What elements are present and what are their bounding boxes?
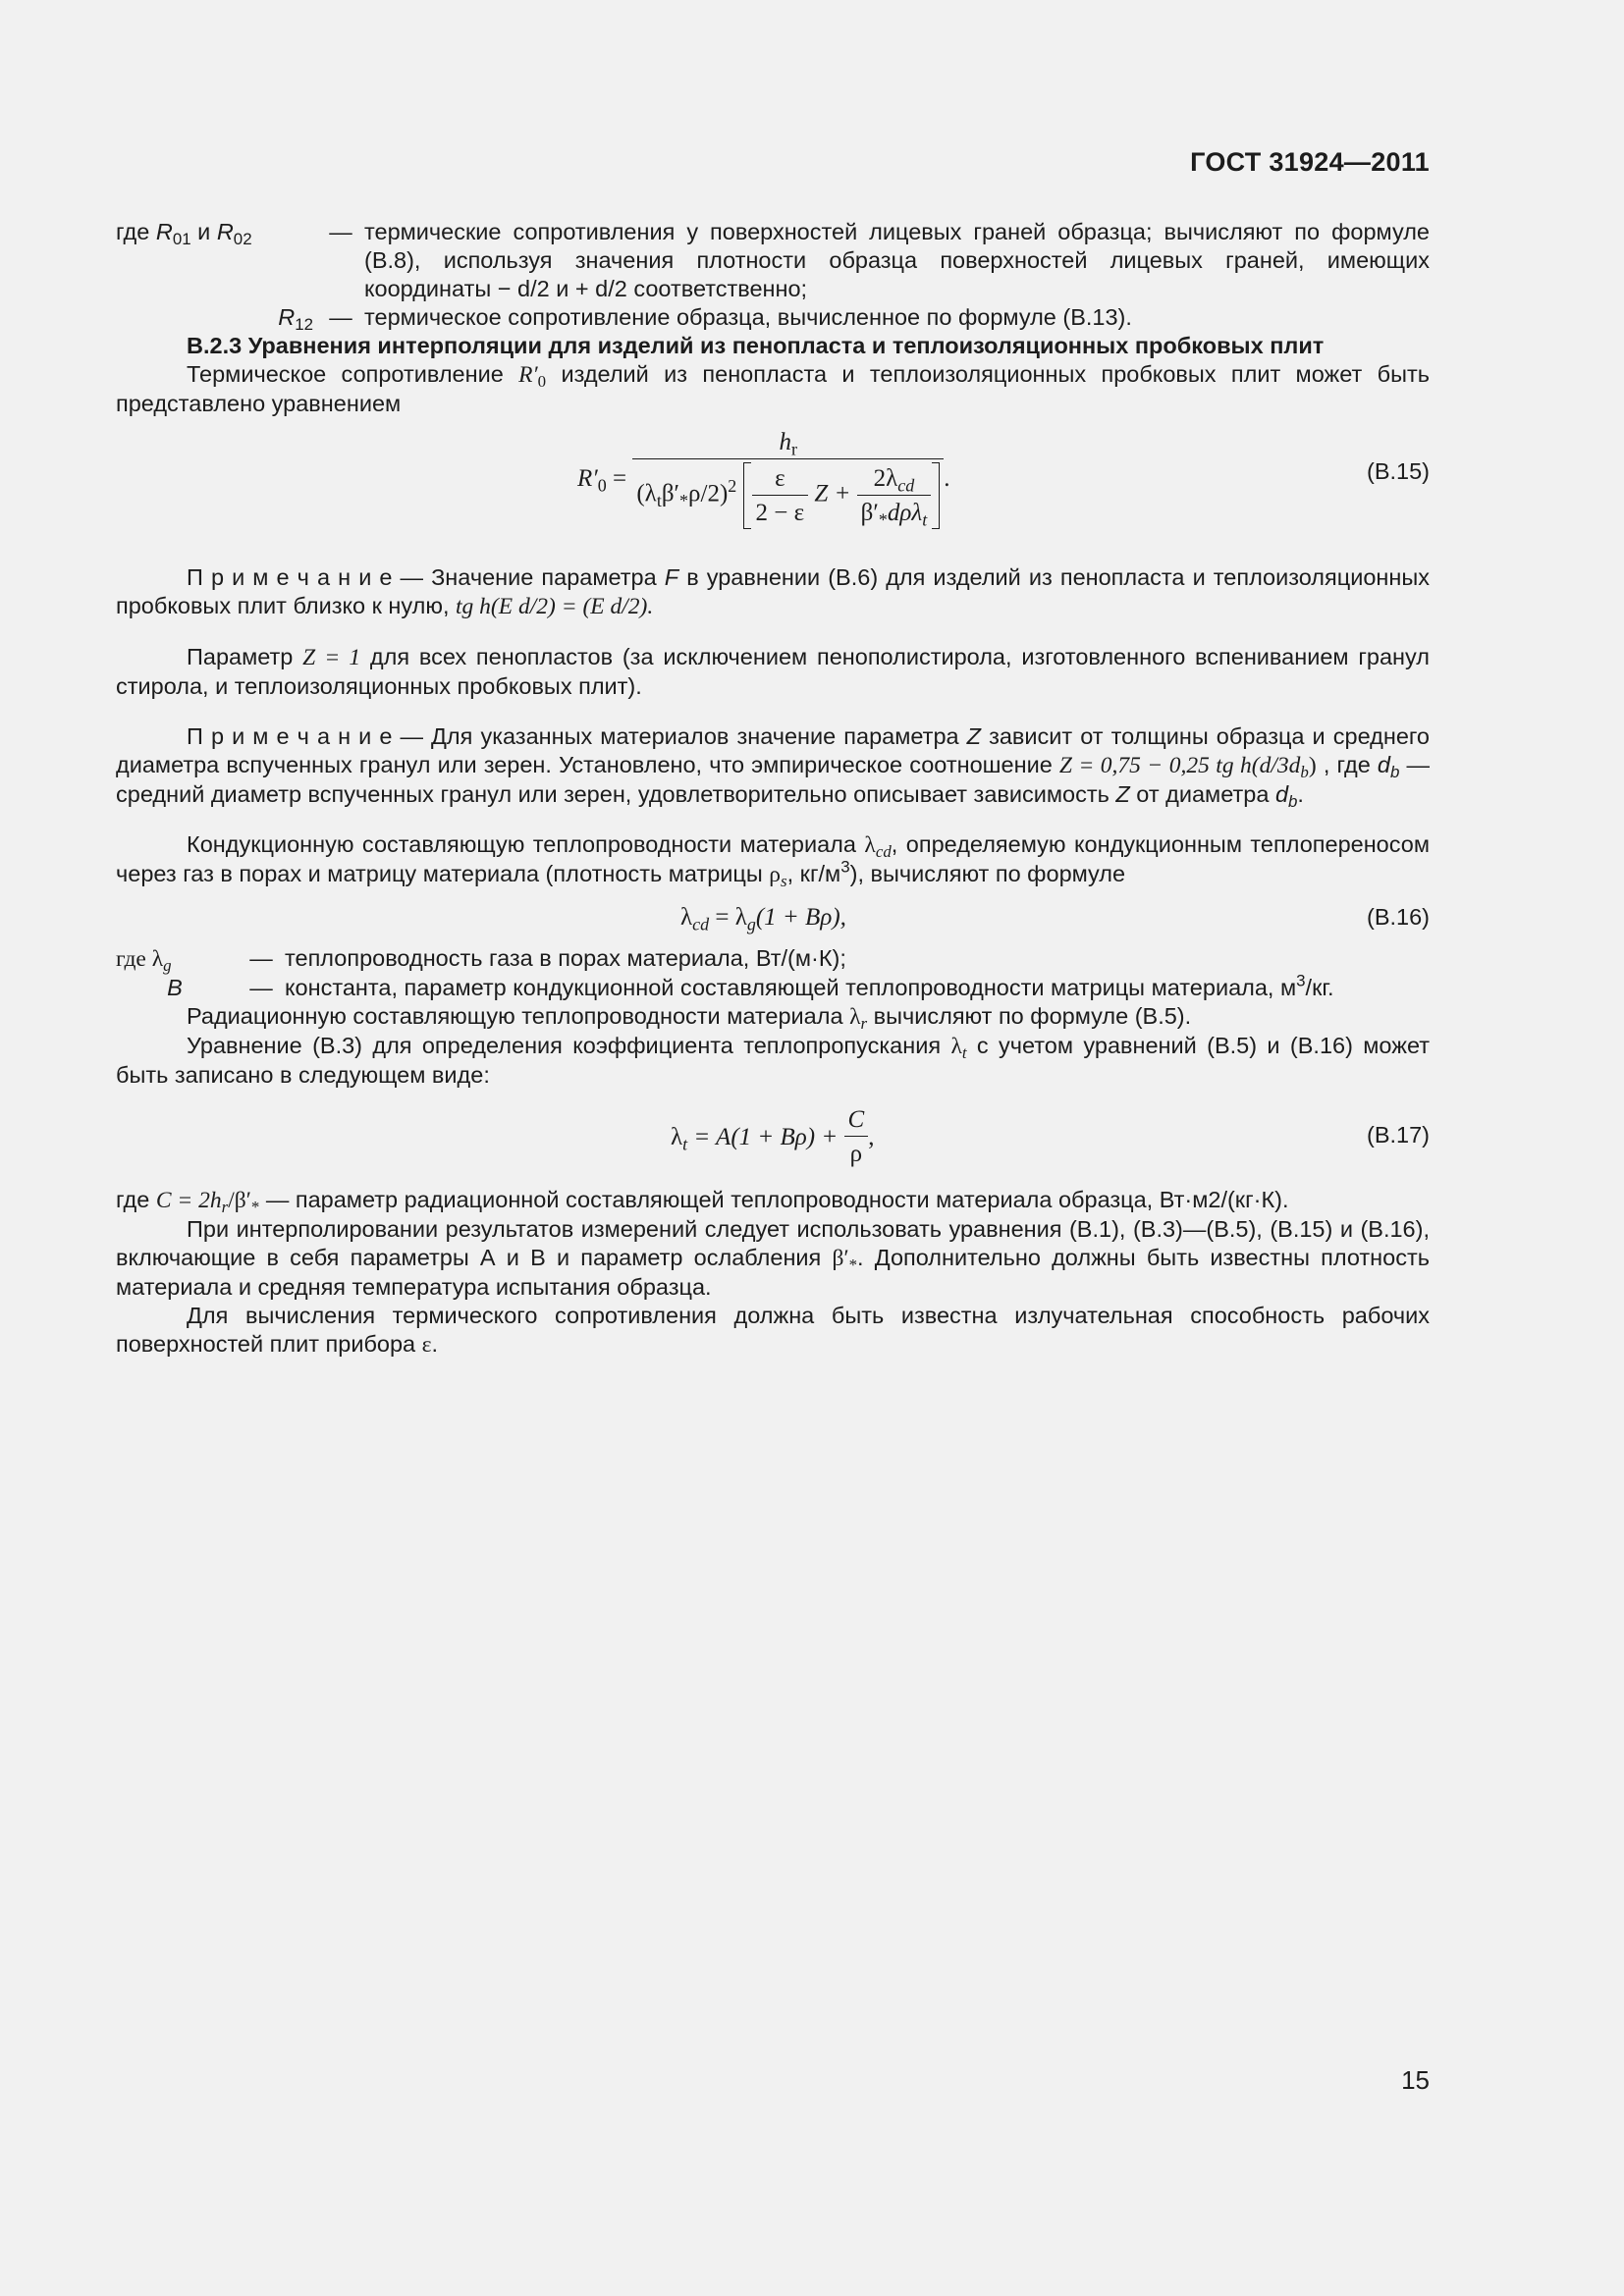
- definition-dash: —: [329, 219, 352, 244]
- paragraph-c-definition: где $C = 2h_r/\beta'_*$ — параметр радиационной составляющей теплопроводности материала образца, Вт·м2/(кг·К).: [116, 1187, 1289, 1217]
- definition-dash: —: [249, 945, 273, 971]
- definition-symbol: B: [167, 975, 183, 1000]
- paragraph-conduction: Кондукционную составляющую теплопроводности материала $\lambda_{cd}$, определяемую кондукционным теплопереносом через газ в порах и матрицу материала (плотность матрицы $\rho_s$, $кг/м^3$), вычисляют по формуле: [116, 831, 1430, 891]
- formula-b17: $\lambda_t = A(1 + B\rho)$ + $\frac{C}{\rho}$ ,: [671, 1106, 875, 1167]
- paragraph-interpolation: При интерполировании результатов измерений следует использовать уравнения (В.1), (В.3)—(В.5), (В.15) и (В.16), включающие в себя параметры А и В и параметр ослабления $\beta'_*$. Дополнительно должны быть известны плотность материала и средняя температура испытания образца.: [116, 1216, 1430, 1300]
- definition-symbol: где $R_{01}$ и $R_{02}$: [116, 219, 252, 249]
- equation-b15: [116, 418, 1430, 542]
- paragraph-radiation: Радиационную составляющую теплопроводности материала $\lambda_r$ вычисляют по формуле (В.5).: [187, 1003, 1192, 1034]
- definition-symbol: $R_{12}$: [278, 304, 313, 335]
- page-content: [116, 218, 1430, 1360]
- paragraph-equation-b3: Уравнение (В.3) для определения коэффициента теплопропускания $\lambda_t$ с учетом уравнений (В.5) и (В.16) может быть записано в следующем виде:: [116, 1033, 1430, 1088]
- section-title: В.2.3 Уравнения интерполяции для изделий из пенопласта и теплоизоляционных пробковых плит: [187, 333, 1325, 358]
- definition-text: константа, параметр кондукционной составляющей теплопроводности матрицы материала, $м^3/кг$.: [285, 971, 1334, 1000]
- paragraph-emissivity: Для вычисления термического сопротивления должна быть известна излучательная способность рабочих поверхностей плит прибора ε.: [116, 1303, 1430, 1358]
- equation-number: (В.15): [1367, 458, 1430, 484]
- definition-text: термическое сопротивление образца, вычисленное по формуле (В.13).: [364, 304, 1132, 330]
- definition-list-r: [116, 218, 1430, 335]
- standard-header: ГОСТ 31924—2011: [1190, 147, 1430, 177]
- paragraph-z: Параметр Z = 1 для всех пенопластов (за исключением пенополистирола, изготовленного вспениванием гранул стирола, и теплоизоляционных пробковых плит).: [116, 644, 1430, 699]
- page-number: 15: [1401, 2065, 1430, 2095]
- definition-dash: —: [249, 975, 273, 1000]
- formula-b15: $R'_0$ = $h_r$ $(\lambda_t\beta'_*\rho/2)^2$ $\frac{\varepsilon}{2 - \varepsilon}$ Z + $\frac{2\lambda_{cd}}{\beta'_*d\rho\lambda_t}$ .: [577, 429, 950, 530]
- formula-b16: $\lambda_{cd} = \lambda_g(1 + B\rho)$,: [680, 904, 846, 934]
- equation-number: (В.16): [1367, 904, 1430, 930]
- equation-number: (В.17): [1367, 1122, 1430, 1148]
- bracket-group: $\frac{\varepsilon}{2 - \varepsilon}$ Z + $\frac{2\lambda_{cd}}{\beta'_*d\rho\lambda_t}$: [743, 462, 941, 529]
- definition-dash: —: [329, 304, 352, 330]
- note-2: П р и м е ч а н и е — Для указанных материалов значение параметра Z зависит от толщины образца и среднего диаметра вспученных гранул или зерен. Установлено, что эмпирическое соотношение Z = 0,75 − 0,25 tg $h(d/3d_b)$ , где $d_b$ — средний диаметр вспученных гранул или зерен, удовлетворительно описывает зависимость Z от диаметра $d_b$.: [116, 723, 1431, 812]
- definition-text: термические сопротивления у поверхностей лицевых граней образца; вычисляют по формуле (В.8), используя значения плотности образца поверхностей лицевых граней, имеющих координаты − d/2 и + d/2 соответственно;: [364, 219, 1430, 301]
- fraction-main: $h_r$ $(\lambda_t\beta'_*\rho/2)^2$ $\frac{\varepsilon}{2 - \varepsilon}$ Z + $\frac{2\lambda_{cd}}{\beta'_*d\rho\lambda_t}$: [632, 428, 944, 529]
- note-1: П р и м е ч а н и е — Значение параметра F в уравнении (В.6) для изделий из пенопласта и теплоизоляционных пробковых плит близко к нулю, tg h(E d/2) = (E d/2).: [116, 564, 1431, 619]
- definition-text: теплопроводность газа в порах материала, Вт/(м·К);: [285, 945, 846, 971]
- definition-list-lambda: [116, 944, 1430, 1002]
- definition-symbol: где $\lambda_g$: [116, 946, 172, 976]
- equation-b16: [116, 899, 1430, 944]
- section-intro: Термическое сопротивление $R'_0$ изделий из пенопласта и теплоизоляционных пробковых плит может быть представлено уравнением: [116, 361, 1430, 416]
- equation-b17: [116, 1099, 1430, 1186]
